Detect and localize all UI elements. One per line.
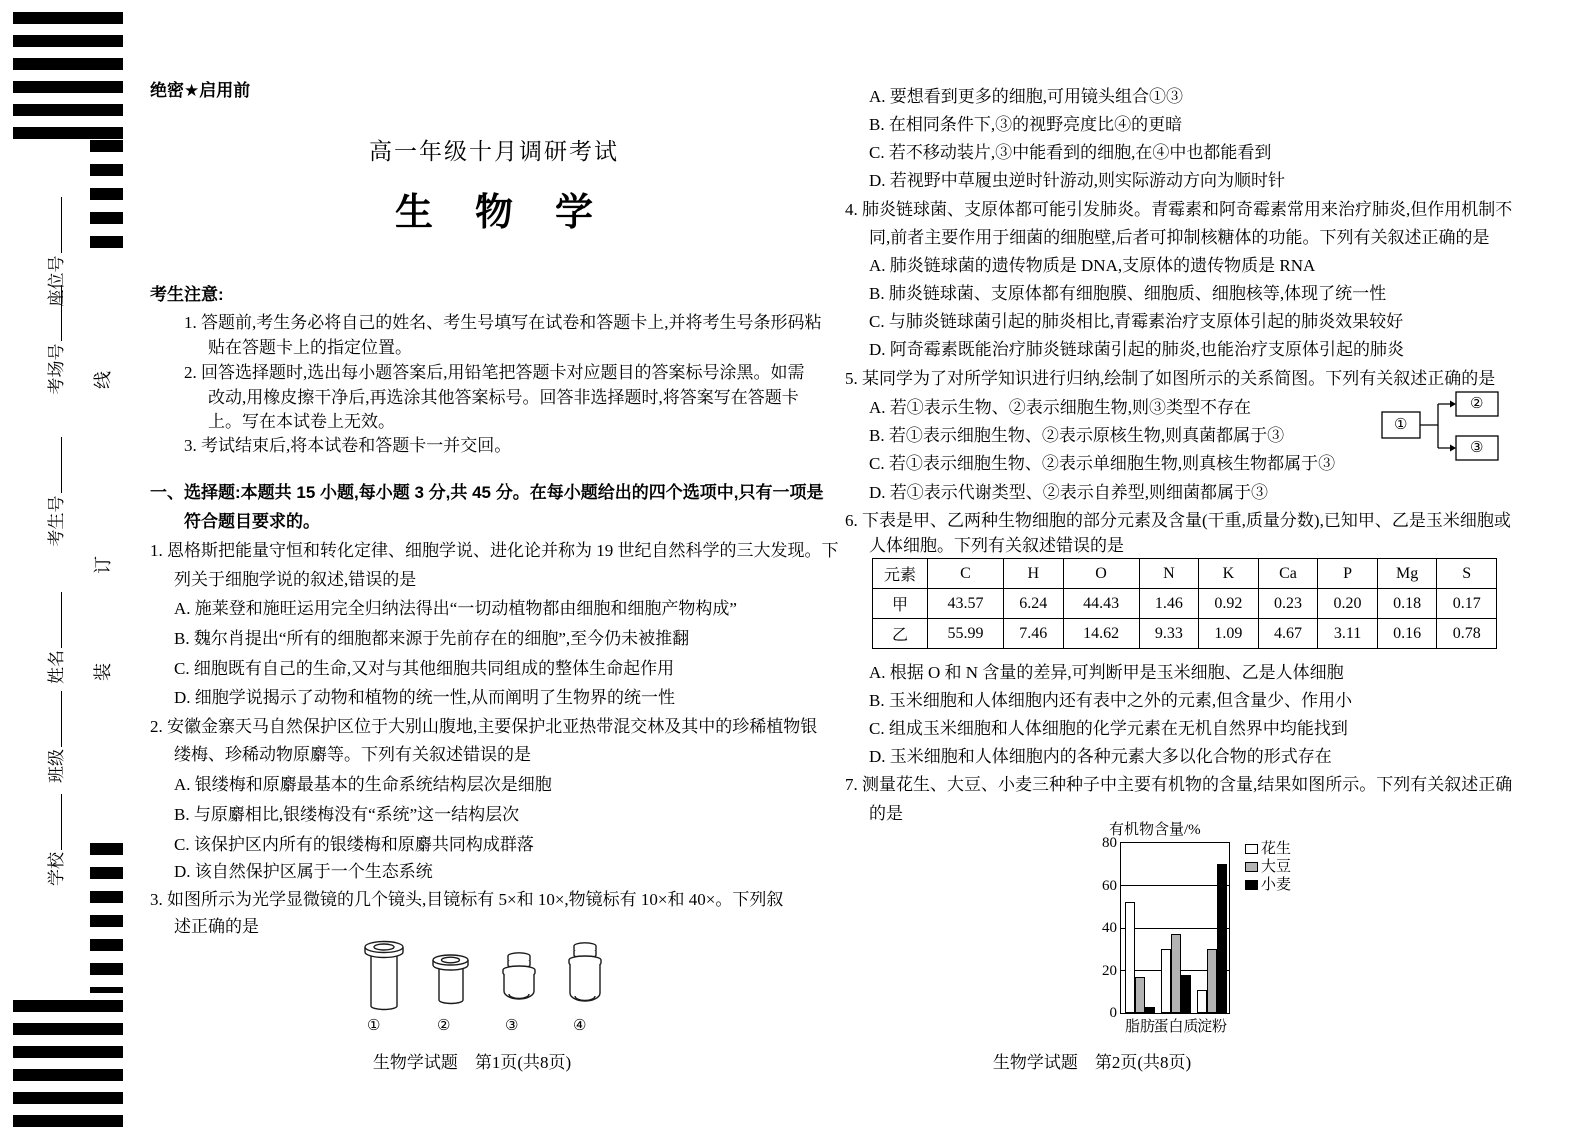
- table-header-cell: 元素: [873, 559, 928, 589]
- q3-option-c: C. 若不移动装片,③中能看到的细胞,在④中也都能看到: [869, 143, 1272, 162]
- notice-line: 3. 考试结束后,将本试卷和答题卡一并交回。: [184, 436, 512, 455]
- security-notice: 绝密★启用前: [150, 81, 251, 100]
- q2-stem: 2. 安徽金寨天马自然保护区位于大别山腹地,主要保护北亚热带混交林及其中的珍稀植物银: [150, 717, 818, 736]
- table-header-cell: K: [1199, 559, 1259, 589]
- seat-number-field: 座位号: [46, 177, 68, 327]
- table-header-row: [873, 559, 1497, 589]
- section-header: 符合题目要求的。: [184, 512, 320, 531]
- q5-option-a: A. 若①表示生物、②表示细胞生物,则③类型不存在: [869, 398, 1252, 417]
- exam-room-field: 考场号: [46, 265, 68, 415]
- q2-option-b: B. 与原麝相比,银缕梅没有“系统”这一结构层次: [174, 805, 520, 824]
- q4-option-c: C. 与肺炎链球菌引起的肺炎相比,青霉素治疗支原体引起的肺炎效果较好: [869, 312, 1404, 331]
- table-cell: 0.20: [1318, 589, 1378, 619]
- q5-option-b: B. 若①表示细胞生物、②表示原核生物,则真菌都属于③: [869, 426, 1285, 445]
- table-cell: 55.99: [928, 619, 1004, 649]
- table-row-jia: [873, 589, 1497, 619]
- legend-label: 大豆: [1261, 859, 1292, 875]
- binding-line-char-xian: 线: [93, 371, 113, 389]
- page-1-footer: 生物学试题 第1页(共8页): [372, 1053, 572, 1072]
- q1-stem: 列关于细胞学说的叙述,错误的是: [174, 570, 417, 589]
- blank-line: [57, 691, 62, 747]
- bar-淀粉-大豆: [1207, 949, 1217, 1013]
- page-1: [150, 0, 838, 1138]
- blank-line: [57, 198, 62, 254]
- notice-line: 1. 答题前,考生务必将自己的姓名、考生号填写在试卷和答题卡上,并将考生号条形码粘: [184, 313, 822, 332]
- legend-label: 花生: [1261, 841, 1292, 857]
- bar-脂肪-花生: [1125, 902, 1135, 1013]
- chart-y-tick: 40: [1102, 920, 1117, 936]
- q1-option-c: C. 细胞既有自己的生命,又对与其他细胞共同组成的整体生命起作用: [174, 659, 675, 678]
- chart-y-axis-label: 有机物含量/%: [1109, 822, 1201, 838]
- table-header-cell: H: [1004, 559, 1064, 589]
- q5-option-c: C. 若①表示细胞生物、②表示单细胞生物,则真核生物都属于③: [869, 454, 1336, 473]
- bar-脂肪-小麦: [1145, 1007, 1155, 1013]
- table-cell: 0.78: [1437, 619, 1497, 649]
- section-header: 一、选择题:本题共 15 小题,每小题 3 分,共 45 分。在每小题给出的四个选项中,只有一项是: [150, 483, 824, 502]
- microscope-lenses-figure: [355, 936, 605, 1036]
- q1-option-a: A. 施莱登和施旺运用完全归纳法得出“一切动植物都由细胞和细胞产物构成”: [174, 599, 737, 618]
- chart-category-label: 脂肪: [1124, 1019, 1156, 1035]
- table-header-cell: C: [928, 559, 1004, 589]
- table-cell: 甲: [873, 589, 928, 619]
- exam-title: 高一年级十月调研考试: [369, 139, 619, 164]
- class-field: 班级: [46, 662, 68, 812]
- chart-y-tick: 80: [1102, 835, 1117, 851]
- table-cell: 1.46: [1139, 589, 1199, 619]
- table-cell: 3.11: [1318, 619, 1378, 649]
- binding-stripes-upper: [90, 140, 123, 248]
- q6-option-c: C. 组成玉米细胞和人体细胞的化学元素在无机自然界中均能找到: [869, 719, 1348, 738]
- notice-line: 贴在答题卡上的指定位置。: [208, 338, 412, 357]
- table-header-cell: Ca: [1258, 559, 1318, 589]
- table-cell: 4.67: [1258, 619, 1318, 649]
- chart-category-label: 蛋白质: [1153, 1019, 1199, 1035]
- table-cell: 0.23: [1258, 589, 1318, 619]
- table-cell: 43.57: [928, 589, 1004, 619]
- q6-option-b: B. 玉米细胞和人体细胞内还有表中之外的元素,但含量少、作用小: [869, 691, 1353, 710]
- legend-label: 小麦: [1261, 877, 1292, 893]
- q6-option-d: D. 玉米细胞和人体细胞内的各种元素大多以化合物的形式存在: [869, 747, 1332, 766]
- legend-swatch: [1245, 862, 1258, 872]
- bar-淀粉-花生: [1197, 990, 1207, 1013]
- lens-label-4: ④: [573, 1018, 587, 1034]
- q7-organic-content-chart: [1093, 820, 1373, 1055]
- table-cell: 0.18: [1377, 589, 1437, 619]
- table-cell: 乙: [873, 619, 928, 649]
- q3-option-b: B. 在相同条件下,③的视野亮度比④的更暗: [869, 115, 1183, 134]
- blank-line: [57, 286, 62, 342]
- q4-option-b: B. 肺炎链球菌、支原体都有细胞膜、细胞质、细胞核等,体现了统一性: [869, 284, 1387, 303]
- legend-entry-花生: [1245, 840, 1291, 858]
- binding-line-char-zhuang: 装: [93, 663, 113, 681]
- q3-stem: 3. 如图所示为光学显微镜的几个镜头,目镜标有 5×和 10×,物镜标有 10×和 40×。下列叙: [150, 890, 784, 909]
- notice-line: 上。写在本试卷上无效。: [208, 412, 395, 431]
- table-cell: 6.24: [1004, 589, 1064, 619]
- legend-swatch: [1245, 880, 1258, 890]
- lens-drawings: [355, 936, 605, 1018]
- q4-option-a: A. 肺炎链球菌的遗传物质是 DNA,支原体的遗传物质是 RNA: [869, 256, 1316, 275]
- chart-plot-area: [1102, 835, 1230, 1035]
- q4-stem: 同,前者主要作用于细菌的细胞壁,后者可抑制核糖体的功能。下列有关叙述正确的是: [869, 228, 1490, 247]
- q3-stem: 述正确的是: [174, 917, 259, 936]
- table-header-cell: O: [1063, 559, 1139, 589]
- school-field: 学校: [46, 765, 68, 915]
- table-header-cell: P: [1318, 559, 1378, 589]
- bar-蛋白质-小麦: [1181, 975, 1191, 1013]
- table-header-cell: N: [1139, 559, 1199, 589]
- q5-stem: 5. 某同学为了对所学知识进行归纳,绘制了如图所示的关系简图。下列有关叙述正确的是: [845, 369, 1496, 388]
- q6-element-table: [872, 558, 1497, 649]
- binding-stripes-lower: [90, 843, 123, 993]
- blank-line: [57, 438, 62, 494]
- notice-heading: 考生注意:: [150, 285, 224, 304]
- chart-y-tick: 60: [1102, 877, 1117, 894]
- q6-stem: 人体细胞。下列有关叙述错误的是: [869, 536, 1124, 555]
- q1-option-d: D. 细胞学说揭示了动物和植物的统一性,从而阐明了生物界的统一性: [174, 688, 676, 707]
- q6-stem: 6. 下表是甲、乙两种生物细胞的部分元素及含量(干重,质量分数),已知甲、乙是玉米细胞或: [845, 511, 1511, 530]
- table-header-cell: Mg: [1377, 559, 1437, 589]
- q3-option-a: A. 要想看到更多的细胞,可用镜头组合①③: [869, 87, 1184, 106]
- bar-蛋白质-花生: [1161, 949, 1171, 1013]
- page-2-footer: 生物学试题 第2页(共8页): [992, 1053, 1192, 1072]
- blank-line: [57, 794, 62, 850]
- q7-stem: 7. 测量花生、大豆、小麦三种种子中主要有机物的含量,结果如图所示。下列有关叙述正确: [845, 775, 1513, 794]
- chart-gridline: [1121, 885, 1229, 886]
- diagram-node-3: ③: [1470, 440, 1484, 456]
- subject-title: 生物学: [394, 192, 635, 234]
- q2-option-d: D. 该自然保护区属于一个生态系统: [174, 862, 433, 881]
- q4-option-d: D. 阿奇霉素既能治疗肺炎链球菌引起的肺炎,也能治疗支原体引起的肺炎: [869, 340, 1405, 359]
- blank-line: [57, 592, 62, 648]
- q5-option-d: D. 若①表示代谢类型、②表示自养型,则细菌都属于③: [869, 483, 1269, 502]
- diagram-node-2: ②: [1470, 396, 1484, 412]
- q2-stem: 缕梅、珍稀动物原麝等。下列有关叙述错误的是: [174, 745, 531, 764]
- notice-line: 2. 回答选择题时,选出每小题答案后,用铅笔把答题卡对应题目的答案标号涂黑。如需: [184, 363, 805, 382]
- chart-y-tick: 20: [1102, 962, 1117, 979]
- registration-stripes-bottom: [13, 1000, 123, 1127]
- binding-line-char-ding: 订: [93, 556, 113, 574]
- chart-category-label: 淀粉: [1196, 1019, 1228, 1035]
- q6-option-a: A. 根据 O 和 N 含量的差异,可判断甲是玉米细胞、乙是人体细胞: [869, 663, 1344, 682]
- notice-line: 改动,用橡皮擦干净后,再选涂其他答案标号。回答非选择题时,将答案写在答题卡: [208, 388, 799, 407]
- q2-option-a: A. 银缕梅和原麝最基本的生命系统结构层次是细胞: [174, 775, 552, 794]
- legend-entry-小麦: [1245, 876, 1291, 894]
- table-cell: 1.09: [1199, 619, 1259, 649]
- q5-relation-diagram: [1380, 386, 1504, 466]
- q1-option-b: B. 魏尔肖提出“所有的细胞都来源于先前存在的细胞”,至今仍未被推翻: [174, 629, 690, 648]
- page-2: [845, 0, 1533, 1138]
- table-header-cell: S: [1437, 559, 1497, 589]
- q2-option-c: C. 该保护区内所有的银缕梅和原麝共同构成群落: [174, 835, 534, 854]
- bar-淀粉-小麦: [1217, 864, 1227, 1013]
- legend-swatch: [1245, 844, 1258, 854]
- bar-脂肪-大豆: [1135, 977, 1145, 1013]
- q3-option-d: D. 若视野中草履虫逆时针游动,则实际游动方向为顺时针: [869, 171, 1286, 190]
- candidate-number-field: 考生号: [46, 417, 68, 567]
- q7-stem: 的是: [869, 804, 903, 823]
- table-cell: 9.33: [1139, 619, 1199, 649]
- q4-stem: 4. 肺炎链球菌、支原体都可能引发肺炎。青霉素和阿奇霉素常用来治疗肺炎,但作用机制不: [845, 200, 1513, 219]
- table-cell: 0.16: [1377, 619, 1437, 649]
- q1-stem: 1. 恩格斯把能量守恒和转化定律、细胞学说、进化论并称为 19 世纪自然科学的三大发现。下: [150, 541, 839, 560]
- table-cell: 0.92: [1199, 589, 1259, 619]
- lens-label-2: ②: [437, 1018, 451, 1034]
- table-row-yi: [873, 619, 1497, 649]
- diagram-node-1: ①: [1394, 417, 1408, 433]
- name-field: 姓名: [46, 563, 68, 713]
- table-cell: 7.46: [1004, 619, 1064, 649]
- table-cell: 0.17: [1437, 589, 1497, 619]
- chart-legend: [1245, 840, 1291, 894]
- chart-y-tick: 0: [1109, 1005, 1117, 1021]
- lens-label-1: ①: [367, 1018, 381, 1034]
- bar-蛋白质-大豆: [1171, 934, 1181, 1013]
- legend-entry-大豆: [1245, 858, 1291, 876]
- registration-stripes-top: [13, 12, 123, 139]
- lens-label-3: ③: [505, 1018, 519, 1034]
- table-cell: 44.43: [1063, 589, 1139, 619]
- chart-gridline: [1121, 928, 1229, 929]
- table-cell: 14.62: [1063, 619, 1139, 649]
